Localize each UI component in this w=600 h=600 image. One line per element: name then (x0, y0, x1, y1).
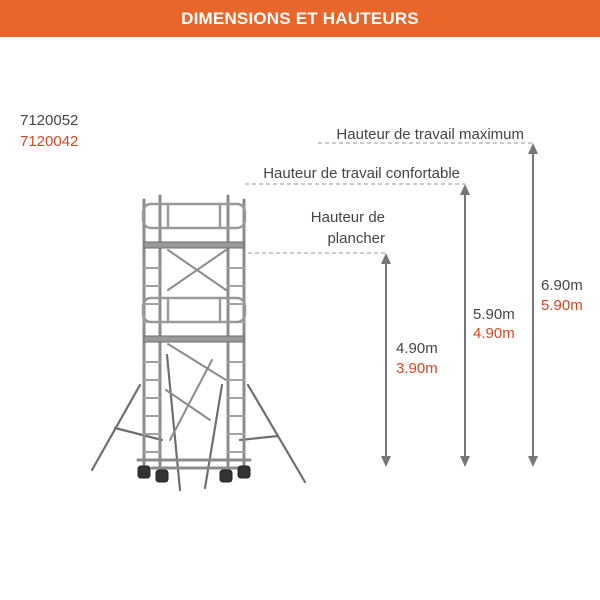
floor-height-arrow (381, 253, 391, 467)
outrigger-stabilizers (92, 355, 305, 490)
max-height-value-first: 6.90m (541, 277, 583, 294)
max-work-height-label: Hauteur de travail maximum (336, 126, 524, 143)
floor-height-value-second: 3.90m (396, 360, 438, 377)
max-height-value-second: 5.90m (541, 297, 583, 314)
comfort-height-value-second: 4.90m (473, 325, 515, 342)
comfort-height-arrow (460, 184, 470, 467)
comfort-height-value-first: 5.90m (473, 306, 515, 323)
reference-code-first: 7120052 (20, 112, 79, 129)
base-frame (138, 460, 250, 468)
scaffold-uprights (144, 196, 244, 470)
scaffold-tower-illustration (92, 196, 305, 490)
floor-height-value-first: 4.90m (396, 340, 438, 357)
banner-title: DIMENSIONS ET HAUTEURS (181, 8, 419, 28)
floor-height-label-line2: plancher (327, 230, 385, 247)
ladder-rungs-right (228, 268, 244, 452)
reference-code-second: 7120042 (20, 133, 79, 150)
floor-height-label-line1: Hauteur de (310, 209, 385, 226)
max-height-arrow (528, 143, 538, 467)
ladder-rungs-left (144, 268, 160, 452)
comfort-work-height-label: Hauteur de travail confortable (263, 165, 460, 182)
